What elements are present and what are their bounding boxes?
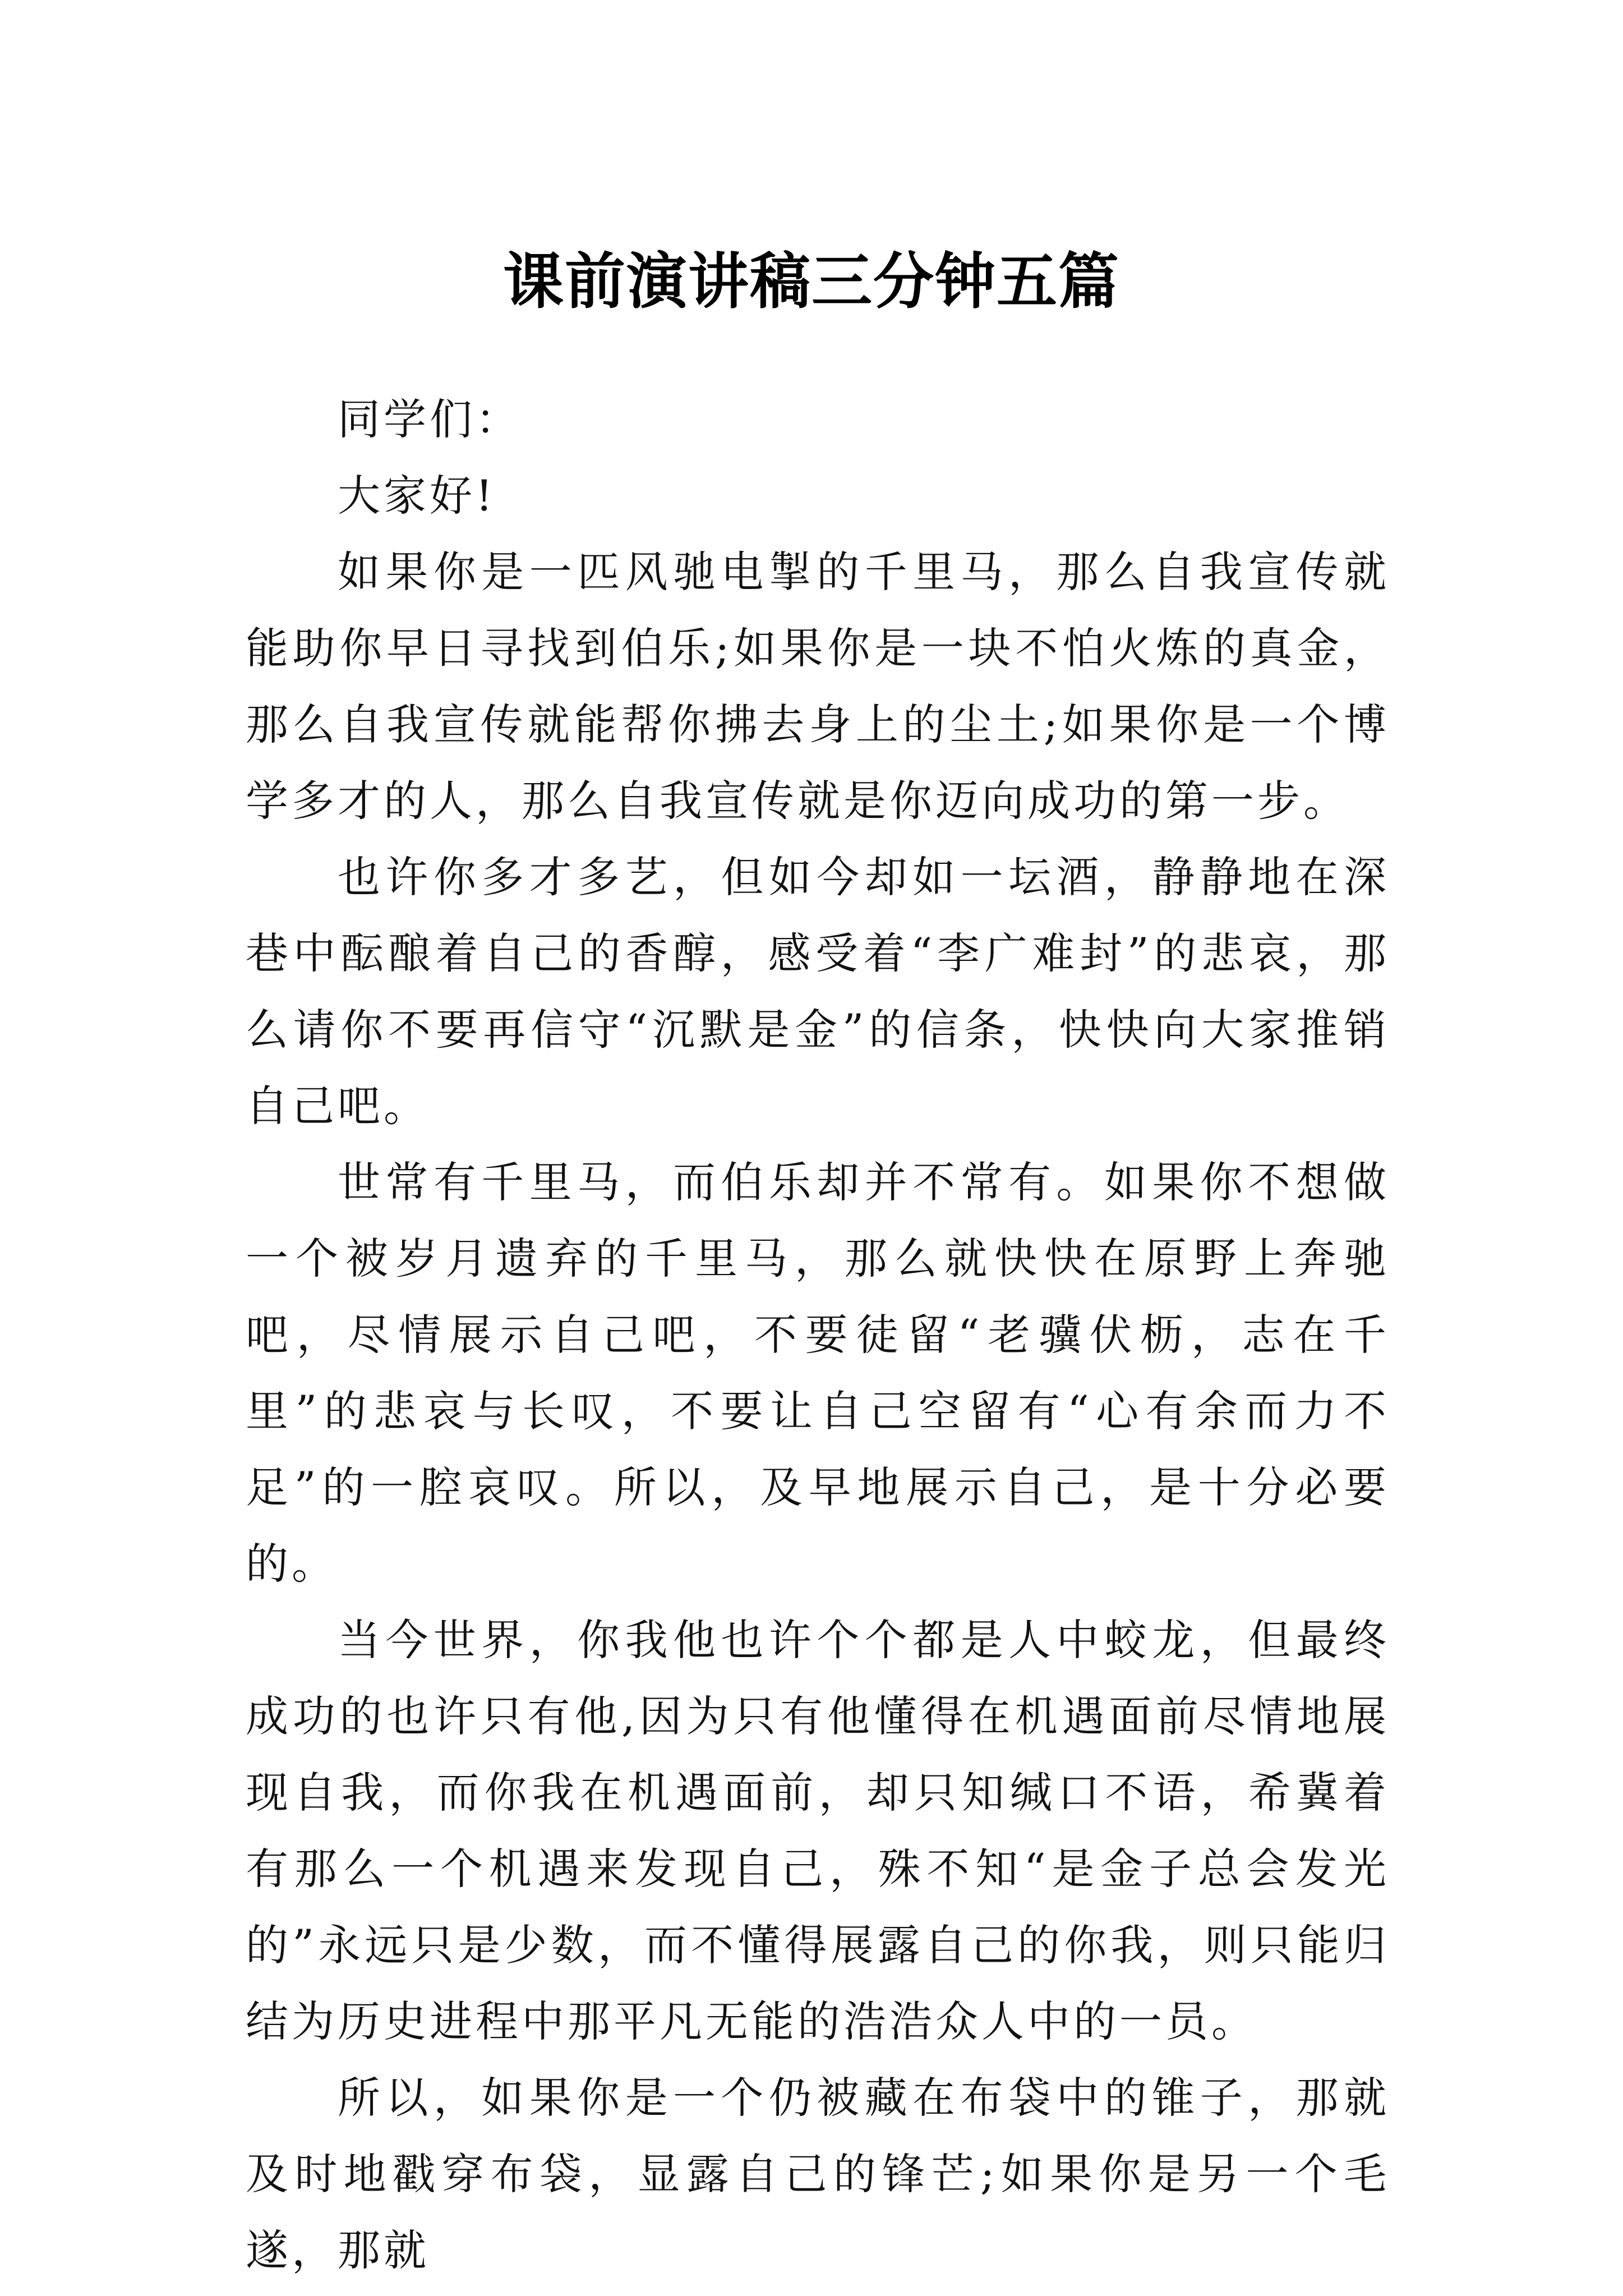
- document-title: 课前演讲稿三分钟五篇: [502, 246, 1120, 318]
- paragraph-today-world: 当今世界，你我他也许个个都是人中蛟龙，但最终成功的也许只有他,因为只有他懂得在机遇面前尽情地展现自我，而你我在机遇面前，却只知缄口不语，希冀着有那么一个机遇来发现自己，殊不知“是金子总会发光的”永远只是少数，而不懂得展露自己的你我，则只能归结为历史进程中那平凡无能的浩浩众人中的一员。: [246, 1615, 1390, 2046]
- paragraph-bole: 世常有千里马，而伯乐却并不常有。如果你不想做一个被岁月遗弃的千里马，那么就快快在原野上奔驰吧，尽情展示自己吧，不要徒留“老骥伏枥，志在千里”的悲哀与长叹，不要让自己空留有“心有余而力不足”的一腔哀叹。所以，及早地展示自己，是十分必要的。: [246, 1157, 1390, 1589]
- document-body: [246, 381, 1390, 2289]
- paragraph-hello: 大家好!: [338, 471, 496, 521]
- paragraph-conclusion: 所以，如果你是一个仍被藏在布袋中的锥子，那就及时地戳穿布袋，显露自己的锋芒;如果你是另一个毛遂，那就: [246, 2073, 1390, 2275]
- paragraph-self-promotion: 如果你是一匹风驰电掣的千里马，那么自我宣传就能助你早日寻找到伯乐;如果你是一块不怕火炼的真金，那么自我宣传就能帮你拂去身上的尘土;如果你是一个博学多才的人，那么自我宣传就是你迈向成功的第一步。: [246, 547, 1390, 826]
- paragraph-greeting: 同学们：: [338, 394, 522, 444]
- paragraph-talents: 也许你多才多艺，但如今却如一坛酒，静静地在深巷中酝酿着自己的香醇，感受着“李广难封”的悲哀，那么请你不要再信守“沉默是金”的信条，快快向大家推销自己吧。: [246, 852, 1390, 1131]
